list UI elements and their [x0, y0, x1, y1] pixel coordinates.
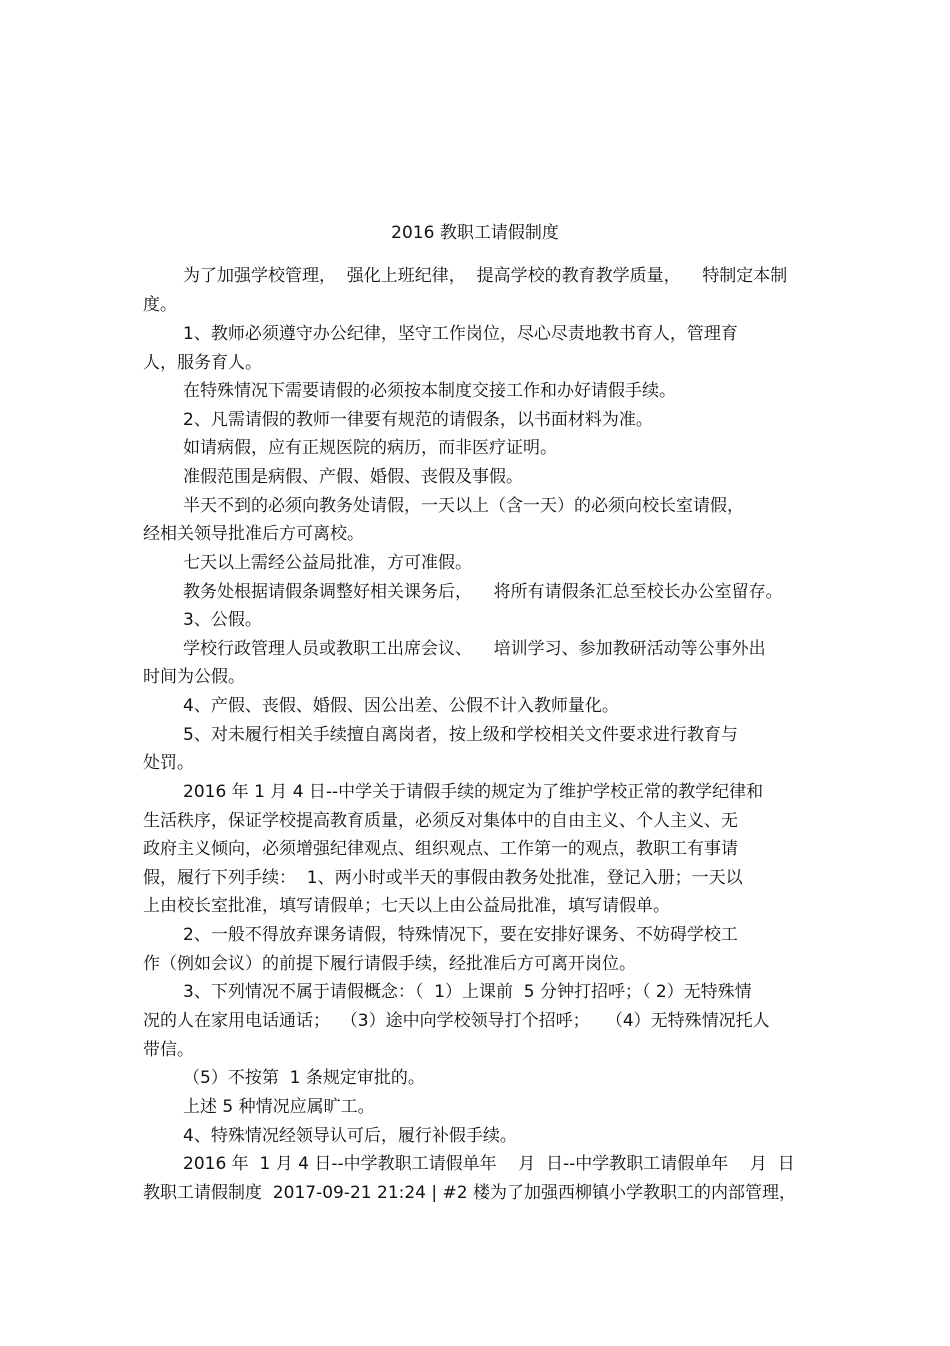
text-line: 4、特殊情况经领导认可后，履行补假手续。 — [183, 1126, 517, 1146]
text-line: 2、凡需请假的教师一律要有规范的请假条，以书面材料为准。 — [183, 410, 653, 430]
text-line: 作（例如会议）的前提下履行请假手续，经批准后方可离开岗位。 — [143, 954, 636, 974]
text-line: 上由校长室批准，填写请假单；七天以上由公益局批准，填写请假单。 — [143, 896, 670, 916]
text-line: 上述 5 种情况应属旷工。 — [183, 1097, 375, 1117]
text-line: 经相关领导批准后方可离校。 — [143, 524, 364, 544]
document-title: 2016 教职工请假制度 — [391, 223, 559, 243]
text-line: 七天以上需经公益局批准，方可准假。 — [183, 553, 472, 573]
text-line: 1、教师必须遵守办公纪律，坚守工作岗位，尽心尽责地教书育人，管理育 — [183, 324, 738, 344]
text-line: 况的人在家用电话通话； （3）途中向学校领导打个招呼； （4）无特殊情况托人 — [143, 1011, 770, 1031]
text-line: 3、下列情况不属于请假概念：（ 1）上课前 5 分钟打招呼；（ 2）无特殊情 — [183, 982, 752, 1002]
text-line: 为了加强学校管理， 强化上班纪律， 提高学校的教育教学质量， 特制定本制 — [183, 266, 788, 286]
text-line: 5、对未履行相关手续擅自离岗者，按上级和学校相关文件要求进行教育与 — [183, 725, 738, 745]
text-line: 度。 — [143, 295, 177, 315]
text-line: 时间为公假。 — [143, 667, 245, 687]
text-line: 3、公假。 — [183, 610, 262, 630]
text-line: 假，履行下列手续： 1、两小时或半天的事假由教务处批准，登记入册；一天以 — [143, 868, 743, 888]
text-line: 4、产假、丧假、婚假、因公出差、公假不计入教师量化。 — [183, 696, 619, 716]
text-line: 政府主义倾向，必须增强纪律观点、组织观点、工作第一的观点，教职工有事请 — [143, 839, 738, 859]
text-line: 人，服务育人。 — [143, 353, 262, 373]
text-line: 半天不到的必须向教务处请假，一天以上（含一天）的必须向校长室请假， — [183, 496, 744, 516]
text-line: 带信。 — [143, 1040, 194, 1060]
text-line: 在特殊情况下需要请假的必须按本制度交接工作和办好请假手续。 — [183, 381, 676, 401]
text-line: 教务处根据请假条调整好相关课务后， 将所有请假条汇总至校长办公室留存。 — [183, 582, 783, 602]
text-line: 2、一般不得放弃课务请假，特殊情况下，要在安排好课务、不妨碍学校工 — [183, 925, 738, 945]
text-line: 准假范围是病假、产假、婚假、丧假及事假。 — [183, 467, 523, 487]
text-line: 2016 年 1 月 4 日--中学教职工请假单年 月 日--中学教职工请假单年 月 日 — [183, 1154, 795, 1174]
text-line: （5）不按第 1 条规定审批的。 — [183, 1068, 425, 1088]
text-line: 如请病假，应有正规医院的病历，而非医疗证明。 — [183, 438, 557, 458]
text-line: 处罚。 — [143, 753, 194, 773]
text-line: 教职工请假制度 2017-09-21 21:24 | #2 楼为了加强西柳镇小学教职工的内部管理， — [143, 1183, 796, 1203]
text-line: 学校行政管理人员或教职工出席会议、 培训学习、参加教研活动等公事外出 — [183, 639, 766, 659]
text-line: 生活秩序，保证学校提高教育质量，必须反对集体中的自由主义、个人主义、无 — [143, 811, 738, 831]
text-line: 2016 年 1 月 4 日--中学关于请假手续的规定为了维护学校正常的教学纪律和 — [183, 782, 764, 802]
